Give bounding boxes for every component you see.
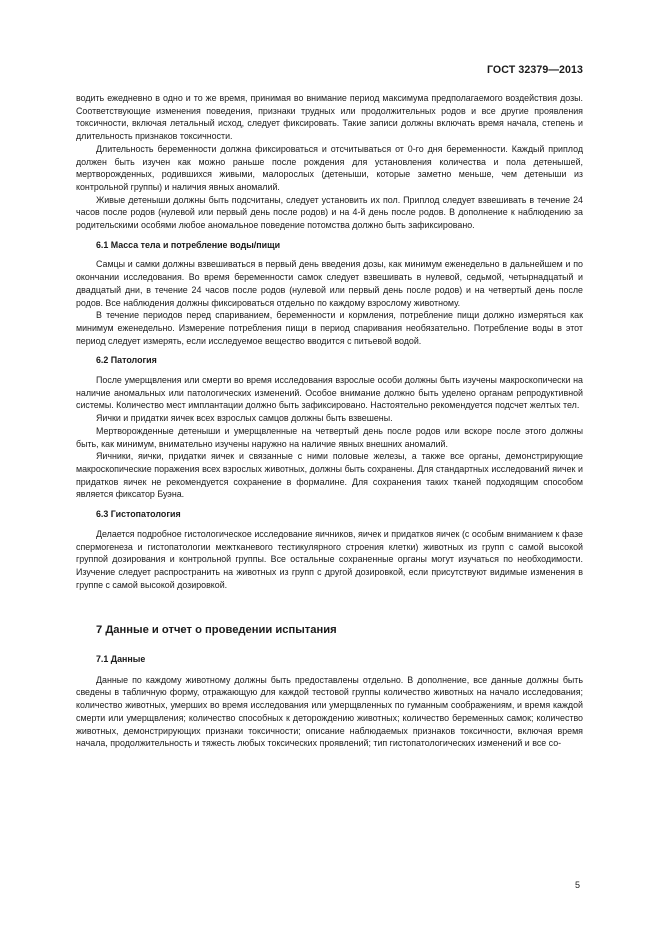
chapter-heading-7: 7 Данные и отчет о проведении испытания bbox=[96, 624, 337, 637]
paragraph: Мертворожденные детеныши и умерщвленные на четвертый день после родов или вскоре после этого должны быть, как минимум, внимательно изучены наружно на наличие явных внешних аномалий. bbox=[76, 425, 583, 449]
paragraph: Делается подробное гистологическое исследование яичников, яичек и придатков яичек (с особым вниманием к фазе спермогенеза и гистопатологии межтканевого тестикулярного строения клетки) животных из групп с самой высокой группой дозирования и контрольной группы. Все остальные сохраненные органы могут изучаться по необходимости. Изучение следует распространить на животных из групп с другой дозировкой, если присутствуют видимые изменения в группе с самой высокой дозировкой. bbox=[76, 528, 583, 590]
paragraph: После умерщвления или смерти во время исследования взрослые особи должны быть изучены макроскопически на наличие аномальных или патологических изменений. Особое внимание должно быть уделено органам репродуктивной системы. Количество мест имплантации должно быть зафиксировано. Настоятельно рекомендуется подсчет желтых тел. bbox=[76, 375, 583, 411]
paragraph: Яичники, яички, придатки яичек и связанные с ними половые железы, а также все органы, демонстрирующие макроскопические поражения всех взрослых животных, должны быть сохранены. Для стандартных исследований яичек и придатков яичек не рекомендуется сохранение в формалине. Для сохранения таких тканей подходящим способом является фиксатор Буэна. bbox=[76, 451, 583, 500]
paragraph: Яички и придатки яичек всех взрослых самцов должны быть взвешены. bbox=[96, 413, 393, 424]
page-number: 5 bbox=[574, 880, 580, 890]
paragraph: Данные по каждому животному должны быть предоставлены отдельно. В дополнение, все данные должны быть сведены в табличную форму, отражающую для каждой тестовой группы количество животных на начало исследования; количество животных, умерших во время исследования или умерщвленных по гуманным соображениям, и время каждой смерти или умерщвления; количество способных к деторождению животных; количество беременных самок; количество животных, демонстрирующих признаки токсичности; описание наблюдаемых признаков токсичности, включая время начала, продолжительность и тяжесть любых токсических проявлений; тип гистопатологических изменений и все со- bbox=[76, 674, 583, 749]
section-heading-7-1: 7.1 Данные bbox=[96, 654, 146, 665]
paragraph: В течение периодов перед спариванием, беременности и кормления, потребление пищи должно измеряться как минимум еженедельно. Измерение потребления пищи в период спаривания необязательно. Потребление воды в этот период следует измерять, если исследуемое вещество вводится с питьевой водой. bbox=[76, 310, 583, 346]
section-heading-6-3: 6.3 Гистопатология bbox=[96, 509, 181, 520]
paragraph: Самцы и самки должны взвешиваться в первый день введения дозы, как минимум еженедельно в дальнейшем и по окончании исследования. Во время беременности самок следует взвешивать в нулевой, седьмой, четырнадцатый и двадцатый дни, в течение 24 часов после родов (нулевой или первый день после родов) и на четвертый день после родов. Все наблюдения должны фиксироваться отдельно по каждому взрослому животному. bbox=[76, 259, 583, 308]
section-heading-6-1: 6.1 Масса тела и потребление воды/пищи bbox=[96, 239, 281, 250]
paragraph: Длительность беременности должна фиксироваться и отсчитываться от 0-го дня беременности. Каждый приплод должен быть изучен как можно раньше после рождения для установления количества и пола детенышей, мертворожденных, родившихся живыми, малорослых (детеныши, которые заметно меньше, чем детеныши из контрольной группы) и наличия явных аномалий. bbox=[76, 143, 583, 192]
paragraph: водить ежедневно в одно и то же время, принимая во внимание период максимума предполагаемого воздействия дозы. Соответствующие изменения поведения, признаки трудных или продолжительных родов и все другие проявления токсичности, включая летальный исход, следует фиксировать. Такие записи должны включать время начала, степень и длительность признаков токсичности. bbox=[76, 93, 583, 142]
document-id: ГОСТ 32379—2013 bbox=[486, 64, 583, 76]
document-body bbox=[76, 92, 583, 750]
paragraph: Живые детеныши должны быть подсчитаны, следует установить их пол. Приплод следует взвешивать в течение 24 часов после родов (нулевой или первый день после родов) и на 4-й день после родов. В дополнение к наблюдению за родительскими особями любое аномальное поведение потомства должно быть зафиксировано. bbox=[76, 194, 583, 231]
section-heading-6-2: 6.2 Патология bbox=[96, 355, 157, 366]
